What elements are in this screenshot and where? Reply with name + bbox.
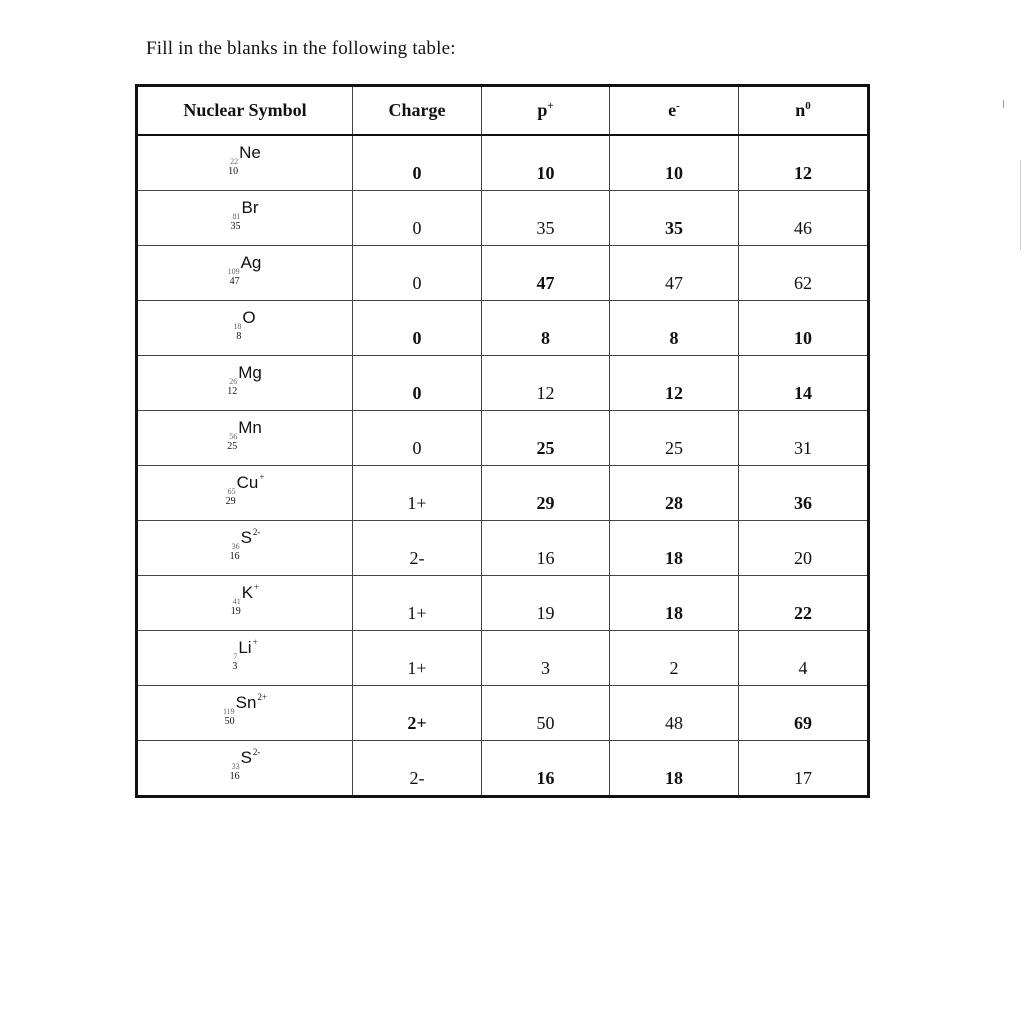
isotope-numbers xyxy=(231,213,241,232)
neutrons-value: 22 xyxy=(794,602,812,623)
electrons-cell xyxy=(610,411,739,466)
neutrons-cell xyxy=(739,741,869,797)
nuclear-symbol xyxy=(138,637,352,672)
ion-charge: + xyxy=(254,582,260,592)
neutrons-value: 4 xyxy=(798,657,808,678)
charge-cell xyxy=(353,246,482,301)
ion-charge: + xyxy=(252,637,258,647)
protons-cell xyxy=(482,356,610,411)
charge-cell xyxy=(353,411,482,466)
neutrons-cell xyxy=(739,135,869,191)
table-row xyxy=(137,135,869,191)
nuclear-symbol xyxy=(138,307,352,342)
protons-cell xyxy=(482,686,610,741)
nuclear-symbol-cell xyxy=(137,246,353,301)
element-symbol: Ne xyxy=(239,143,261,162)
nuclear-symbol xyxy=(138,527,352,562)
table-row xyxy=(137,576,869,631)
mass-number: 65 xyxy=(227,487,236,496)
nuclear-symbol-cell xyxy=(137,466,353,521)
electrons-value: 28 xyxy=(665,492,683,513)
neutrons-value: 62 xyxy=(794,272,812,293)
table-row xyxy=(137,741,869,797)
atomic-number: 10 xyxy=(228,166,239,177)
mass-number: 56 xyxy=(229,432,238,441)
header-protons-sup: + xyxy=(547,100,554,112)
charge-value: 0 xyxy=(412,327,422,348)
charge-value: 1+ xyxy=(407,657,427,678)
protons-cell xyxy=(482,246,610,301)
table-row xyxy=(137,521,869,576)
protons-cell xyxy=(482,191,610,246)
charge-value: 0 xyxy=(412,272,422,293)
nuclear-symbol xyxy=(138,692,352,727)
isotope-numbers xyxy=(230,763,240,782)
protons-value: 19 xyxy=(536,602,555,623)
protons-value: 16 xyxy=(536,767,555,788)
scan-mark xyxy=(1003,100,1004,108)
neutrons-cell xyxy=(739,466,869,521)
atomic-number: 12 xyxy=(227,386,238,397)
electrons-value: 48 xyxy=(665,712,683,733)
electrons-value: 12 xyxy=(665,382,683,403)
nuclear-symbol-cell xyxy=(137,135,353,191)
neutrons-cell xyxy=(739,686,869,741)
isotope-numbers xyxy=(232,653,237,672)
nuclear-symbol xyxy=(138,252,352,287)
element-symbol: Ag xyxy=(240,253,262,272)
nuclear-symbol xyxy=(138,362,352,397)
charge-cell xyxy=(353,356,482,411)
mass-number: 18 xyxy=(233,322,242,331)
isotope-table xyxy=(135,84,870,798)
electrons-cell xyxy=(610,466,739,521)
protons-value: 25 xyxy=(536,437,555,458)
nuclear-symbol-cell xyxy=(137,356,353,411)
nuclear-symbol xyxy=(138,417,352,452)
ion-charge: 2+ xyxy=(257,692,268,702)
mass-number: 41 xyxy=(232,597,241,606)
header-protons xyxy=(482,86,610,136)
neutrons-cell xyxy=(739,301,869,356)
nuclear-symbol xyxy=(138,142,352,177)
electrons-cell xyxy=(610,686,739,741)
electrons-value: 25 xyxy=(665,437,683,458)
nuclear-symbol-cell xyxy=(137,576,353,631)
isotope-numbers xyxy=(231,598,241,617)
element-symbol: Li xyxy=(238,638,252,657)
protons-cell xyxy=(482,576,610,631)
atomic-number: 19 xyxy=(230,606,241,617)
ion-charge: 2- xyxy=(252,747,261,757)
protons-cell xyxy=(482,301,610,356)
charge-cell xyxy=(353,576,482,631)
mass-number: 119 xyxy=(222,707,235,716)
neutrons-value: 20 xyxy=(794,547,812,568)
header-electrons-label: e xyxy=(668,100,677,120)
electrons-value: 47 xyxy=(665,272,683,293)
atomic-number: 29 xyxy=(225,496,236,507)
header-charge: Charge xyxy=(353,86,482,136)
element-symbol: Mn xyxy=(238,418,262,437)
header-neutrons xyxy=(739,86,869,136)
table-row xyxy=(137,301,869,356)
isotope-numbers xyxy=(228,268,240,287)
protons-value: 3 xyxy=(541,657,550,678)
nuclear-symbol xyxy=(138,582,352,617)
electrons-cell xyxy=(610,631,739,686)
electrons-value: 18 xyxy=(665,547,683,568)
atomic-number: 25 xyxy=(227,441,238,452)
atomic-number: 3 xyxy=(232,661,238,672)
protons-cell xyxy=(482,631,610,686)
neutrons-cell xyxy=(739,356,869,411)
charge-cell xyxy=(353,631,482,686)
nuclear-symbol-cell xyxy=(137,191,353,246)
mass-number: 33 xyxy=(231,762,240,771)
nuclear-symbol-cell xyxy=(137,741,353,797)
charge-value: 2- xyxy=(409,767,425,788)
element-symbol: Mg xyxy=(238,363,262,382)
atomic-number: 16 xyxy=(229,771,240,782)
protons-cell xyxy=(482,135,610,191)
electrons-cell xyxy=(610,135,739,191)
header-electrons-sup: - xyxy=(676,100,680,112)
neutrons-cell xyxy=(739,631,869,686)
nuclear-symbol-cell xyxy=(137,301,353,356)
neutrons-cell xyxy=(739,191,869,246)
atomic-number: 50 xyxy=(224,716,235,727)
nuclear-symbol-cell xyxy=(137,631,353,686)
electrons-cell xyxy=(610,741,739,797)
table-row xyxy=(137,411,869,466)
element-symbol: Sn xyxy=(235,693,257,712)
electrons-value: 35 xyxy=(665,217,683,238)
nuclear-symbol-cell xyxy=(137,411,353,466)
charge-cell xyxy=(353,741,482,797)
charge-cell xyxy=(353,686,482,741)
electrons-cell xyxy=(610,191,739,246)
isotope-numbers xyxy=(233,323,241,342)
neutrons-value: 31 xyxy=(794,437,812,458)
charge-cell xyxy=(353,191,482,246)
charge-cell xyxy=(353,466,482,521)
mass-number: 81 xyxy=(232,212,241,221)
isotope-numbers xyxy=(227,378,237,397)
scan-mark xyxy=(1020,160,1021,250)
charge-value: 1+ xyxy=(407,492,427,513)
element-symbol: S xyxy=(240,748,252,767)
neutrons-cell xyxy=(739,576,869,631)
nuclear-symbol xyxy=(138,472,352,507)
header-neutrons-label: n xyxy=(795,100,806,120)
neutrons-cell xyxy=(739,521,869,576)
neutrons-cell xyxy=(739,246,869,301)
electrons-value: 18 xyxy=(665,602,683,623)
neutrons-value: 12 xyxy=(794,162,812,183)
atomic-number: 8 xyxy=(236,331,242,342)
nuclear-symbol xyxy=(138,197,352,232)
ion-charge: 2- xyxy=(252,527,261,537)
neutrons-value: 14 xyxy=(794,382,812,403)
table-row xyxy=(137,191,869,246)
atomic-number: 16 xyxy=(229,551,240,562)
header-neutrons-sup: 0 xyxy=(805,100,811,112)
element-symbol: Cu xyxy=(236,473,259,492)
table-row xyxy=(137,246,869,301)
electrons-cell xyxy=(610,576,739,631)
charge-value: 0 xyxy=(412,382,422,403)
charge-value: 0 xyxy=(412,217,422,238)
protons-value: 50 xyxy=(536,712,555,733)
mass-number: 109 xyxy=(227,267,240,276)
neutrons-value: 36 xyxy=(794,492,812,513)
protons-value: 8 xyxy=(541,327,550,348)
charge-cell xyxy=(353,135,482,191)
atomic-number: 35 xyxy=(230,221,241,232)
nuclear-symbol xyxy=(138,747,352,782)
protons-value: 35 xyxy=(536,217,555,238)
protons-value: 47 xyxy=(536,272,555,293)
isotope-numbers xyxy=(228,158,238,177)
ion-charge: + xyxy=(259,472,265,482)
charge-cell xyxy=(353,301,482,356)
neutrons-value: 17 xyxy=(794,767,812,788)
charge-value: 2+ xyxy=(407,712,427,733)
protons-cell xyxy=(482,521,610,576)
table-row xyxy=(137,356,869,411)
mass-number: 36 xyxy=(231,542,240,551)
table-row xyxy=(137,686,869,741)
protons-cell xyxy=(482,466,610,521)
isotope-numbers xyxy=(223,708,235,727)
electrons-value: 18 xyxy=(665,767,683,788)
charge-value: 0 xyxy=(412,437,422,458)
isotope-numbers xyxy=(230,543,240,562)
electrons-cell xyxy=(610,301,739,356)
protons-value: 16 xyxy=(536,547,555,568)
element-symbol: K xyxy=(241,583,254,602)
protons-value: 12 xyxy=(536,382,555,403)
protons-cell xyxy=(482,741,610,797)
mass-number: 26 xyxy=(229,377,238,386)
atomic-number: 47 xyxy=(229,276,240,287)
neutrons-value: 46 xyxy=(794,217,812,238)
isotope-numbers xyxy=(227,433,237,452)
header-nuclear-symbol: Nuclear Symbol xyxy=(137,86,353,136)
element-symbol: Br xyxy=(241,198,259,217)
electrons-cell xyxy=(610,521,739,576)
neutrons-value: 10 xyxy=(794,327,812,348)
electrons-value: 2 xyxy=(669,657,679,678)
electrons-cell xyxy=(610,246,739,301)
isotope-numbers xyxy=(226,488,236,507)
instructions-text: Fill in the blanks in the following table: xyxy=(146,38,456,59)
table-row xyxy=(137,631,869,686)
charge-value: 0 xyxy=(412,162,422,183)
nuclear-symbol-cell xyxy=(137,686,353,741)
charge-cell xyxy=(353,521,482,576)
protons-value: 10 xyxy=(536,162,555,183)
protons-value: 29 xyxy=(536,492,555,513)
header-protons-label: p xyxy=(537,100,548,120)
electrons-value: 10 xyxy=(665,162,683,183)
table-row xyxy=(137,466,869,521)
electrons-value: 8 xyxy=(669,327,679,348)
mass-number: 7 xyxy=(233,652,238,661)
table-header-row xyxy=(137,86,869,136)
neutrons-value: 69 xyxy=(794,712,812,733)
protons-cell xyxy=(482,411,610,466)
mass-number: 22 xyxy=(230,157,239,166)
electrons-cell xyxy=(610,356,739,411)
element-symbol: S xyxy=(240,528,252,547)
nuclear-symbol-cell xyxy=(137,521,353,576)
charge-value: 1+ xyxy=(407,602,427,623)
element-symbol: O xyxy=(242,308,256,327)
neutrons-cell xyxy=(739,411,869,466)
charge-value: 2- xyxy=(409,547,425,568)
header-electrons xyxy=(610,86,739,136)
